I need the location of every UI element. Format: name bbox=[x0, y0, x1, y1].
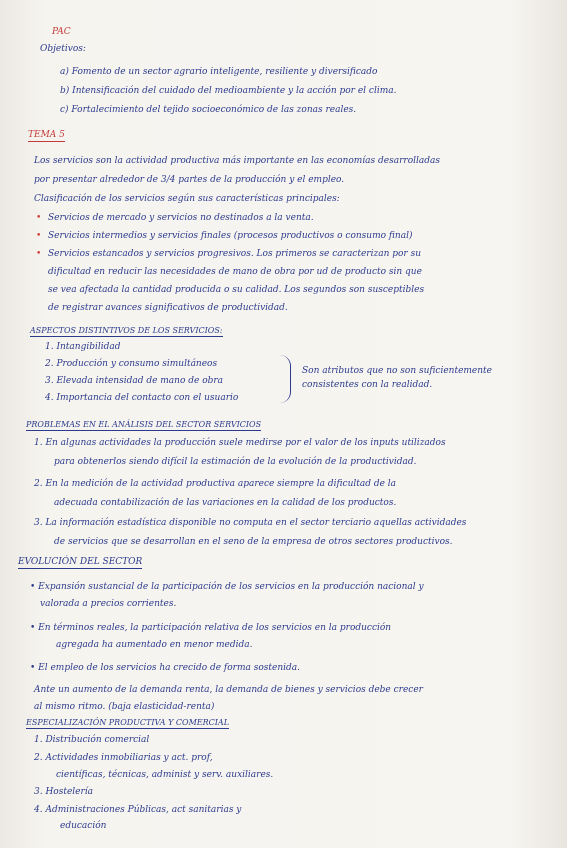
especializacion-heading: ESPECIALIZACIÓN PRODUCTIVA Y COMERCIAL bbox=[26, 718, 230, 727]
problema-line-5: 3. La información estadística disponible no computa en el sector terciario aquellas actividades bbox=[34, 518, 467, 528]
evolucion-line-1: • Expansión sustancial de la participación de los servicios en la producción nacional y bbox=[30, 582, 424, 592]
tema-heading: TEMA 5 bbox=[28, 130, 65, 140]
clasificacion-cont-1: dificultad en reducir las necesidades de mano de obra por ud de producto sin que bbox=[48, 267, 422, 277]
intro-line-2: por presentar alrededor de 3/4 partes de la producción y el empleo. bbox=[34, 175, 345, 185]
pac-heading: PAC bbox=[52, 27, 71, 37]
bullet-icon: • bbox=[36, 231, 42, 241]
problema-line-2: para obtenerlos siendo difícil la estimación de la evolución de la productividad. bbox=[54, 457, 417, 467]
aspecto-1: 1. Intangibilidad bbox=[45, 342, 121, 352]
especializacion-line-5: 4. Administraciones Públicas, act sanitarias y bbox=[34, 805, 242, 815]
objetivos-heading: Objetivos: bbox=[40, 44, 86, 54]
problema-line-1: 1. En algunas actividades la producción suele medirse por el valor de los inputs utilizados bbox=[34, 438, 446, 448]
aspecto-4: 4. Importancia del contacto con el usuario bbox=[45, 393, 239, 403]
aspecto-2: 2. Producción y consumo simultáneos bbox=[45, 359, 218, 369]
curly-brace-icon bbox=[280, 355, 291, 403]
especializacion-line-4: 3. Hostelería bbox=[34, 787, 94, 797]
aspectos-note-1: Son atributos que no son suficientemente bbox=[302, 366, 492, 376]
especializacion-line-6: educación bbox=[60, 821, 107, 831]
intro-line-3: Clasificación de los servicios según sus características principales: bbox=[34, 194, 340, 204]
evolucion-line-5: • El empleo de los servicios ha crecido de forma sostenida. bbox=[30, 663, 301, 673]
clasificacion-3: Servicios estancados y servicios progresivos. Los primeros se caracterizan por su bbox=[48, 249, 421, 259]
aspecto-3: 3. Elevada intensidad de mano de obra bbox=[45, 376, 224, 386]
evolucion-line-3: • En términos reales, la participación relativa de los servicios en la producción bbox=[30, 623, 392, 633]
evolucion-line-7: al mismo ritmo. (baja elasticidad-renta) bbox=[34, 702, 215, 712]
objetivo-c: c) Fortalecimiento del tejido socioeconómico de las zonas reales. bbox=[60, 105, 357, 115]
bullet-icon: • bbox=[36, 213, 42, 223]
evolucion-heading: EVOLUCIÓN DEL SECTOR bbox=[18, 557, 143, 567]
clasificacion-cont-2: se vea afectada la cantidad producida o su calidad. Los segundos son susceptibles bbox=[48, 285, 425, 295]
show-through-text bbox=[230, 12, 233, 22]
aspectos-note-2: consistentes con la realidad. bbox=[302, 380, 433, 390]
especializacion-line-1: 1. Distribución comercial bbox=[34, 735, 150, 745]
objetivo-b: b) Intensificación del cuidado del medioambiente y la acción por el clima. bbox=[60, 86, 397, 96]
problemas-heading: PROBLEMAS EN EL ANÁLISIS DEL SECTOR SERVICIOS bbox=[26, 420, 262, 429]
clasificacion-1: Servicios de mercado y servicios no destinados a la venta. bbox=[48, 213, 314, 223]
aspectos-heading: ASPECTOS DISTINTIVOS DE LOS SERVICIOS: bbox=[30, 326, 223, 335]
evolucion-line-4: agregada ha aumentado en menor medida. bbox=[56, 640, 253, 650]
intro-line-1: Los servicios son la actividad productiva más importante en las economías desarrolladas bbox=[34, 156, 440, 166]
problema-line-4: adecuada contabilización de las variaciones en la calidad de los productos. bbox=[54, 498, 397, 508]
problema-line-3: 2. En la medición de la actividad productiva aparece siempre la dificultad de la bbox=[34, 479, 397, 489]
especializacion-line-3: científicas, técnicas, administ y serv. auxiliares. bbox=[56, 770, 274, 780]
clasificacion-cont-3: de registrar avances significativos de productividad. bbox=[48, 303, 288, 313]
evolucion-line-2: valorada a precios corrientes. bbox=[40, 599, 177, 609]
clasificacion-2: Servicios intermedios y servicios finales (procesos productivos o consumo final) bbox=[48, 231, 413, 241]
bullet-icon: • bbox=[36, 249, 42, 259]
evolucion-line-6: Ante un aumento de la demanda renta, la demanda de bienes y servicios debe crecer bbox=[34, 685, 423, 695]
objetivo-a: a) Fomento de un sector agrario inteligente, resiliente y diversificado bbox=[60, 67, 378, 77]
especializacion-line-2: 2. Actividades inmobiliarias y act. prof, bbox=[34, 753, 213, 763]
problema-line-6: de servicios que se desarrollan en el seno de la empresa de otros sectores productivos. bbox=[54, 537, 453, 547]
